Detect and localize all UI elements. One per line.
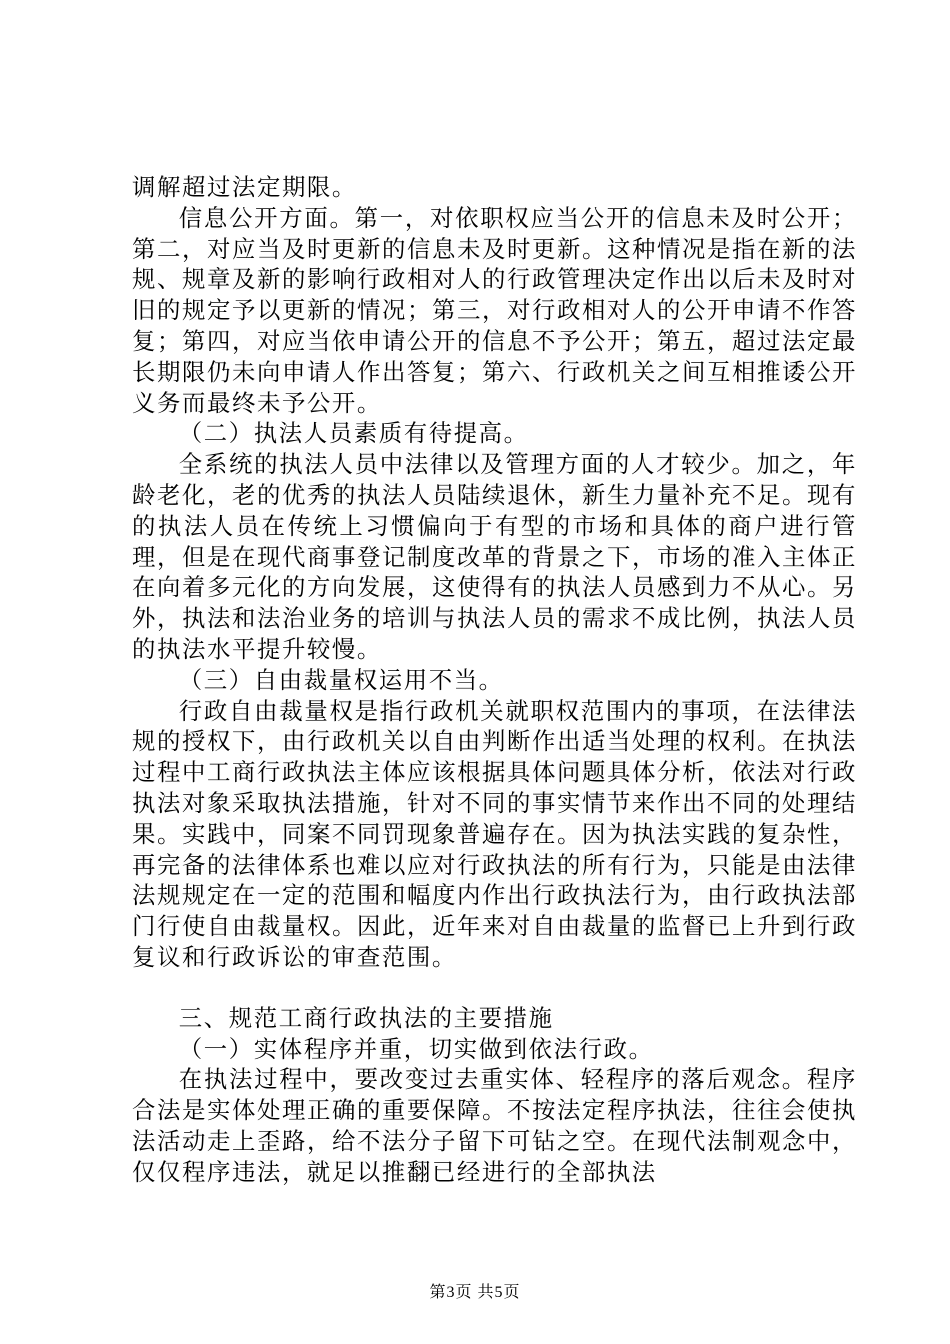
section-heading-measures: 三、规范工商行政执法的主要措施 [178, 1003, 554, 1032]
paragraph-continuation: 调解超过法定期限。 [132, 173, 357, 201]
page-number-footer: 第3页 共5页 [429, 1284, 521, 1301]
paragraph-info-disclosure: 信息公开方面。第一，对依职权应当公开的信息未及时公开；第二，对应当及时更新的信息未及时更新。这种情况是指在新的法规、规章及新的影响行政相对人的行政管理决定作出以后未及时对旧的规定予以更新的情况；第三，对行政相对人的公开申请不作答复；第四，对应当依申请公开的信息不予公开；第五，超过法定最长期限仍未向申请人作出答复；第六、行政机关之间互相推诿公开义务而最终未予公开。 [132, 203, 857, 417]
subheading-staff-quality: （二）执法人员素质有待提高。 [178, 419, 529, 448]
paragraph-discretion: 行政自由裁量权是指行政机关就职权范围内的事项，在法律法规的授权下，由行政机关以自由判断作出适当处理的权利。在执法过程中工商行政执法主体应该根据具体问题具体分析，依法对行政执法对象采取执法措施，针对不同的事实情节来作出不同的处理结果。实践中，同案不同罚现象普遍存在。因为执法实践的复杂性，再完备的法律体系也难以应对行政执法的所有行为，只能是由法律法规规定在一定的范围和幅度内作出行政执法行为，由行政执法部门行使自由裁量权。因此，近年来对自由裁量的监督已上升到行政复议和行政诉讼的审查范围。 [132, 696, 857, 971]
paragraph-staff-quality: 全系统的执法人员中法律以及管理方面的人才较少。加之，年龄老化，老的优秀的执法人员陆续退休，新生力量补充不足。现有的执法人员在传统上习惯偏向于有型的市场和具体的商户进行管理，但是在现代商事登记制度改革的背景之下，市场的准入主体正在向着多元化的方向发展，这使得有的执法人员感到力不从心。另外，执法和法治业务的培训与执法人员的需求不成比例，执法人员的执法水平提升较慢。 [132, 450, 857, 663]
subheading-discretion: （三）自由裁量权运用不当。 [178, 665, 504, 694]
document-body [132, 172, 857, 1188]
paragraph-procedure: 在执法过程中，要改变过去重实体、轻程序的落后观念。程序合法是实体处理正确的重要保障。不按法定程序执法，往往会使执法活动走上歪路，给不法分子留下可钻之空。在现代法制观念中，仅仅程序违法，就足以推翻已经进行的全部执法 [132, 1065, 857, 1186]
subheading-procedure: （一）实体程序并重，切实做到依法行政。 [178, 1034, 654, 1063]
